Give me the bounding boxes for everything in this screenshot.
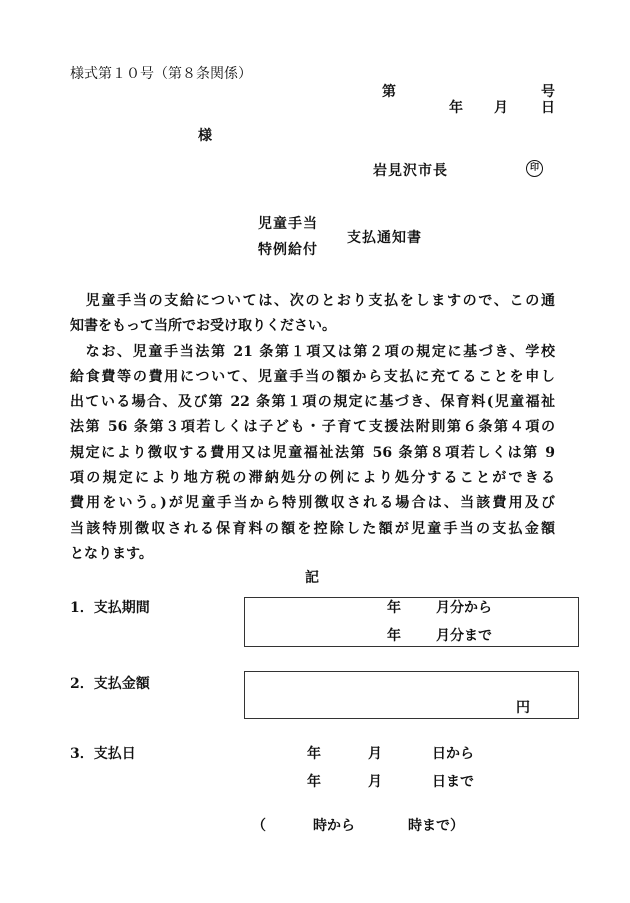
body-line: 出ている場合、及び第 22 条第１項の規定に基づき、保育料(児童福祉 [70,394,555,411]
body-line: なお、児童手当法第 21 条第１項又は第２項の規定に基づき、学校 [70,343,555,360]
body-line: 知書をもって当所でお受け取りください。 [70,318,336,335]
body-line: 当該特別徴収される保育料の額を控除した額が児童手当の支払金額 [70,520,555,537]
body-line: 費用をいう。)が児童手当から特別徴収される場合は、当該費用及び [70,495,555,512]
document-title: 支払通知書 [347,230,422,246]
date-to-day: 日まで [432,774,474,790]
payment-period-label: 1．支払期間 [70,600,150,616]
issue-date-day: 日 [541,100,555,116]
notice-body [70,289,555,567]
time-from: 時から [313,818,355,834]
date-year-end: 年 [307,774,321,790]
payment-period-box[interactable] [244,597,579,647]
document-number-suffix: 号 [541,84,555,100]
date-from-day: 日から [432,746,474,762]
date-year-start: 年 [307,746,321,762]
issuer-name: 岩見沢市長 [373,163,448,179]
payment-date-label: 3．支払日 [70,746,136,762]
period-year-start: 年 [387,600,401,616]
issue-date-year: 年 [449,100,463,116]
body-line: 項の規定により地方税の滞納処分の例により処分することができる [70,470,555,487]
form-number: 様式第１０号（第８条関係） [70,66,252,82]
ki-heading: 記 [305,570,319,586]
period-from-month: 月分から [436,600,492,616]
body-line: 児童手当の支給については、次のとおり支払をしますので、この通 [70,293,555,309]
body-line: 規定により徴収する費用又は児童福祉法第 56 条第８項若しくは第 9 [70,444,555,461]
payment-amount-label: 2．支払金額 [70,676,150,692]
body-line: 給食費等の費用について、児童手当の額から支払に充てることを申し [70,368,555,385]
amount-unit-yen: 円 [516,700,530,716]
time-to: 時まで） [408,818,464,834]
time-open-paren: （ [252,818,266,834]
body-line: となります。 [70,545,153,562]
title-child-allowance: 児童手当 [258,216,318,232]
issue-date-month: 月 [494,100,508,116]
document-number-prefix: 第 [382,84,396,100]
period-to-month: 月分まで [436,628,492,644]
date-month-start: 月 [368,746,382,762]
title-special-benefit: 特例給付 [258,242,318,258]
addressee-suffix: 様 [198,128,212,144]
period-year-end: 年 [387,628,401,644]
date-month-end: 月 [368,774,382,790]
body-line: 法第 56 条第３項若しくは子ども・子育て支援法附則第６条第４項の [70,419,555,436]
seal-mark: 印 [526,160,543,177]
